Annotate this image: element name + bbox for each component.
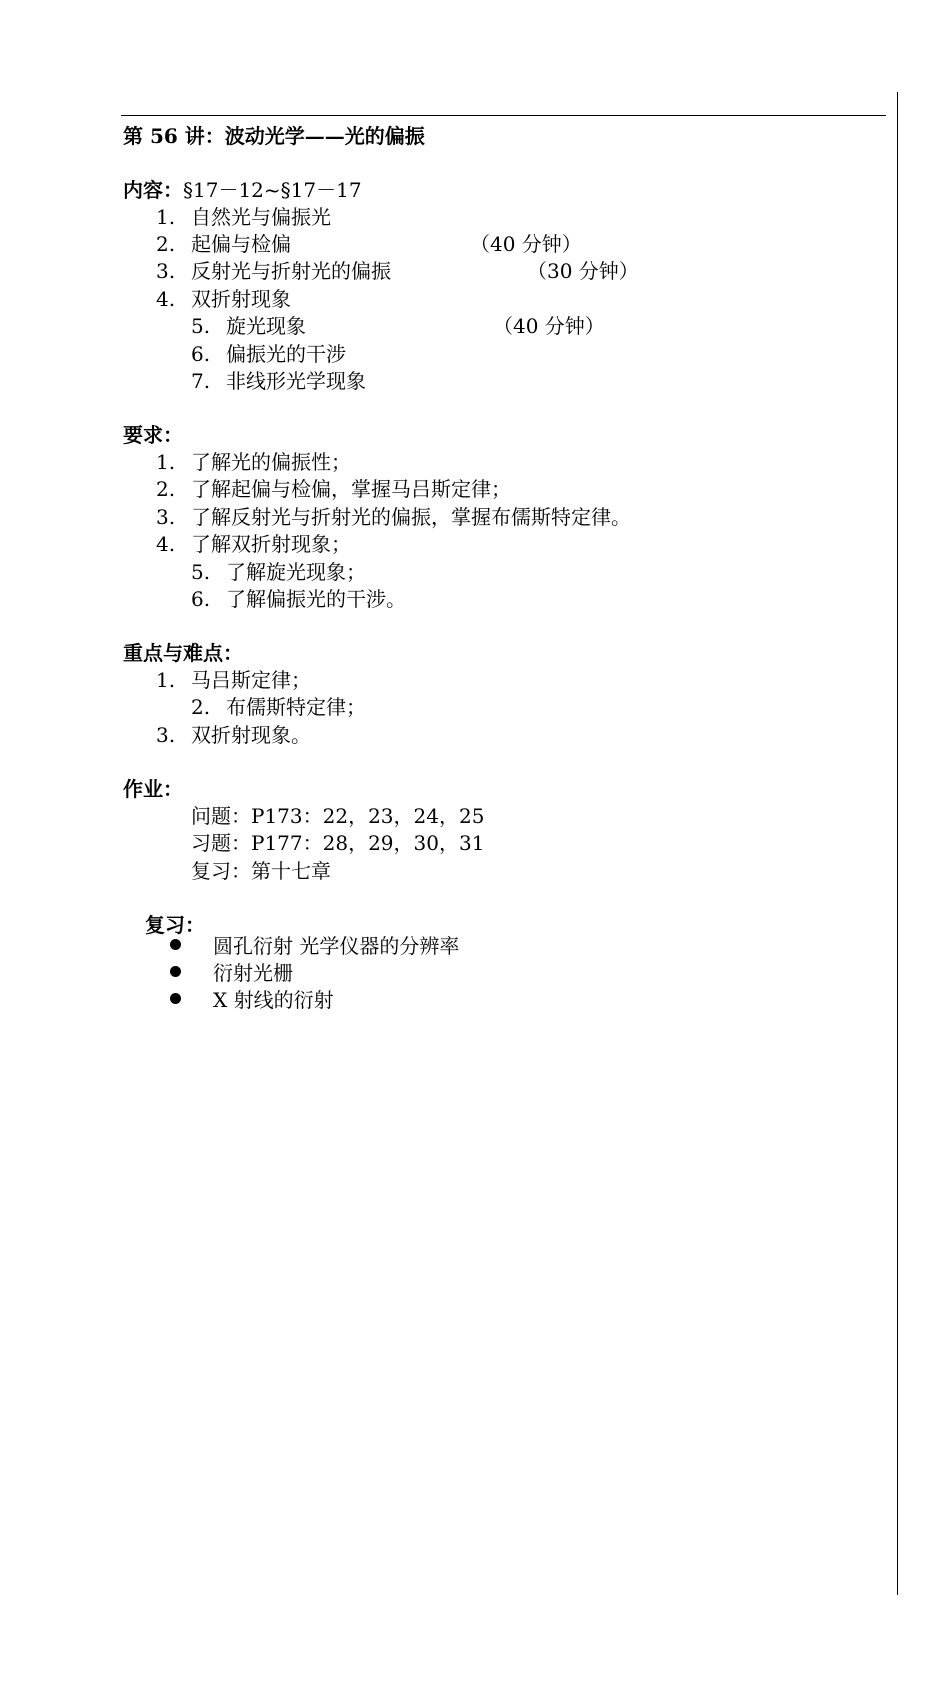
content-item-text: 偏振光的干涉: [226, 342, 346, 366]
content-range: §17－12~§17－17: [183, 178, 362, 202]
homework-line: 复习：第十七章: [191, 859, 331, 883]
requirement-num: 1.: [156, 450, 176, 474]
requirements-label: 要求：: [123, 423, 183, 447]
bullet-icon: [170, 939, 181, 950]
requirement-text: 了解旋光现象；: [226, 560, 366, 584]
review-item: 衍射光栅: [213, 961, 293, 985]
bullet-icon: [170, 966, 181, 977]
requirement-num: 5.: [191, 560, 211, 584]
content-item-time: （40 分钟）: [493, 314, 605, 338]
content-item-num: 6.: [191, 342, 211, 366]
margin-rule: [897, 92, 898, 1595]
content-item-text: 自然光与偏振光: [191, 205, 331, 229]
requirement-num: 4.: [156, 532, 176, 556]
content-item-text: 非线形光学现象: [226, 369, 366, 393]
key-point-text: 双折射现象。: [191, 723, 311, 747]
page-title: 第 56 讲：波动光学——光的偏振: [123, 124, 425, 148]
requirement-num: 6.: [191, 587, 211, 611]
review-label: 复习：: [145, 913, 205, 937]
content-heading: [123, 177, 362, 204]
homework-line: 习题：P177：28，29，30，31: [191, 831, 485, 855]
key-point-num: 2.: [191, 695, 211, 719]
content-item-num: 1.: [156, 205, 176, 229]
content-item-num: 3.: [156, 259, 176, 283]
content-item-num: 2.: [156, 232, 176, 256]
review-item: 圆孔衍射 光学仪器的分辨率: [213, 934, 460, 958]
content-item: [156, 204, 175, 231]
key-point-num: 3.: [156, 723, 176, 747]
key-point-num: 1.: [156, 668, 176, 692]
content-item-time: （40 分钟）: [470, 232, 582, 256]
content-item-text: 双折射现象: [191, 287, 291, 311]
key-points-label: 重点与难点：: [123, 641, 243, 665]
content-label: 内容：: [123, 178, 183, 202]
requirement-text: 了解反射光与折射光的偏振，掌握布儒斯特定律。: [191, 505, 631, 529]
homework-line: 问题：P173：22，23，24，25: [191, 804, 485, 828]
requirement-num: 3.: [156, 505, 176, 529]
key-point-text: 布儒斯特定律；: [226, 695, 366, 719]
requirement-text: 了解光的偏振性；: [191, 450, 351, 474]
requirement-num: 2.: [156, 477, 176, 501]
content-item-time: （30 分钟）: [527, 259, 639, 283]
requirement-text: 了解起偏与检偏，掌握马吕斯定律；: [191, 477, 511, 501]
header-rule: [121, 115, 886, 116]
content-item-num: 5.: [191, 314, 211, 338]
content-item-num: 4.: [156, 287, 176, 311]
homework-label: 作业：: [123, 777, 183, 801]
content-item-text: 反射光与折射光的偏振: [191, 259, 391, 283]
key-point-text: 马吕斯定律；: [191, 668, 311, 692]
requirement-text: 了解偏振光的干涉。: [226, 587, 406, 611]
content-item-text: 起偏与检偏: [191, 232, 291, 256]
content-item-text: 旋光现象: [226, 314, 306, 338]
review-item: X 射线的衍射: [213, 988, 334, 1012]
bullet-icon: [170, 993, 181, 1004]
requirement-text: 了解双折射现象；: [191, 532, 351, 556]
content-item-num: 7.: [191, 369, 211, 393]
